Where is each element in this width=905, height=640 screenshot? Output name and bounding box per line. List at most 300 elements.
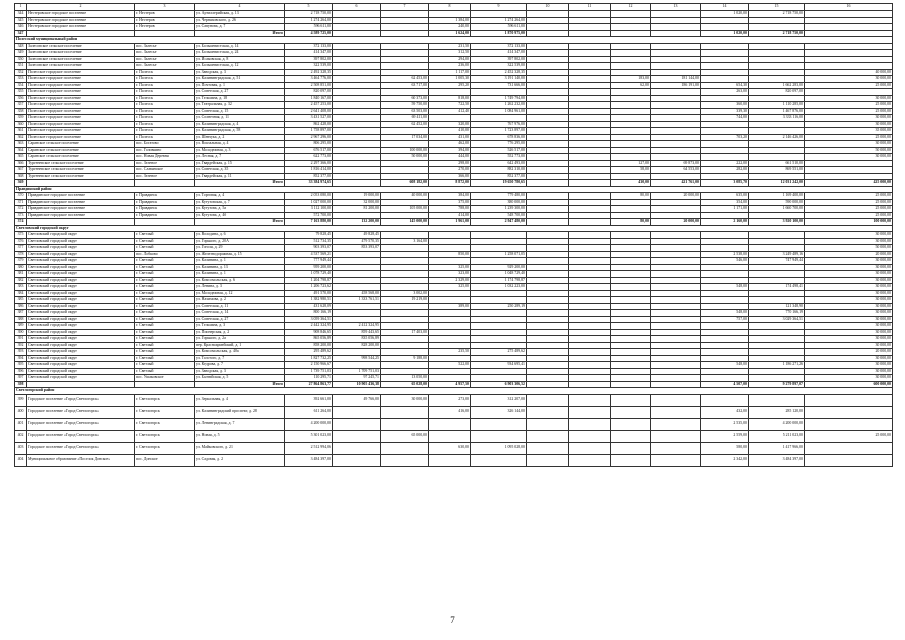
- column-number: 15: [749, 4, 805, 11]
- column-number: 3: [135, 4, 195, 11]
- total-cost-cell: 908 846,65: [285, 329, 333, 336]
- total-cost-cell: 2 457 253,00: [285, 102, 333, 109]
- col-12-cell: 183,00: [611, 76, 651, 83]
- municipality-cell: Городское поселение «Город Светлогорск»: [27, 442, 135, 454]
- col-16-cell: 25 000,00: [805, 82, 893, 89]
- section-title: Правдинский район: [15, 186, 893, 193]
- row-number-cell: 381: [15, 271, 27, 278]
- total-cost-cell: 903 393,07: [285, 245, 333, 252]
- address-cell: ул. Калининградская, д. 58: [195, 128, 285, 135]
- col-14-cell: 580,00: [701, 442, 749, 454]
- address-cell: ул. Толстого, д. 7: [195, 355, 285, 362]
- municipality-cell: Полесское городское поселение: [27, 121, 135, 128]
- total-cost-cell: 431 628,09: [285, 303, 333, 310]
- col-7-cell: 65 000,00: [381, 430, 429, 442]
- settlement-cell: г. Нестеров: [135, 11, 195, 18]
- col-12-cell: [611, 418, 651, 430]
- col-10-cell: [527, 442, 569, 454]
- row-number-cell: 351: [15, 63, 27, 70]
- col-14-cell: 3 085,70: [701, 180, 749, 187]
- col-9-cell: 1 274 264,00: [471, 17, 527, 24]
- address-cell: ул. Комсомольская, д. 40а: [195, 349, 285, 356]
- total-cost-cell: 862 428,00: [285, 121, 333, 128]
- col-7-cell: 62 453,00: [381, 76, 429, 83]
- settlement-cell: пос. Залесье: [135, 50, 195, 57]
- col-9-cell: 1 048 729,40: [471, 271, 527, 278]
- col-16-cell: 30 000,00: [805, 271, 893, 278]
- municipality-cell: Залесовское сельское поселение: [27, 50, 135, 57]
- col-15-cell: 12 031 242,00: [749, 180, 805, 187]
- row-number-cell: 399: [15, 394, 27, 406]
- col-16-cell: 30 000,00: [805, 323, 893, 330]
- col-6-cell: 1 333 761,51: [333, 297, 381, 304]
- col-15-cell: 770 166,19: [749, 310, 805, 317]
- municipality-cell: Светловский городской округ: [27, 336, 135, 343]
- col-9-cell: 642 493,00: [471, 160, 527, 167]
- settlement-cell: г. Полесск: [135, 115, 195, 122]
- total-cost-cell: 110 295,71: [285, 375, 333, 382]
- settlement-cell: пос. Донское: [135, 454, 195, 466]
- total-cost-cell: 858 200,00: [285, 342, 333, 349]
- row-number-cell: 354: [15, 82, 27, 89]
- row-number-cell: 403: [15, 442, 27, 454]
- address-cell: ул. Кутузова, д. 5а: [195, 206, 285, 213]
- col-14-cell: 1 171,00: [701, 206, 749, 213]
- col-13-cell: [651, 442, 701, 454]
- col-8-cell: 4 957,50: [429, 381, 471, 388]
- col-8-cell: 295,20: [429, 82, 471, 89]
- col-8-cell: 320,00: [429, 121, 471, 128]
- address-cell: ул. Нахимова, д. 2: [195, 297, 285, 304]
- col-8-cell: 325,00: [429, 264, 471, 271]
- settlement-cell: г. Светлый: [135, 271, 195, 278]
- municipality-cell: Полесское городское поселение: [27, 89, 135, 96]
- total-cost-cell: 2 053 080,00: [285, 193, 333, 200]
- total-cost-cell: 4 589 725,00: [285, 30, 333, 37]
- col-14-cell: 757,00: [701, 316, 749, 323]
- address-cell: пер. Красноармейский, д. 1: [195, 342, 285, 349]
- col-16-cell: 30 000,00: [805, 238, 893, 245]
- column-number: 4: [195, 4, 285, 11]
- col-8-cell: 630,00: [429, 442, 471, 454]
- col-16-cell: 30 000,00: [805, 368, 893, 375]
- row-number-cell: 392: [15, 342, 27, 349]
- col-8-cell: 1 384,00: [429, 17, 471, 24]
- col-7-cell: 3 164,00: [381, 238, 429, 245]
- col-14-cell: 263,00: [701, 89, 749, 96]
- column-number: 11: [569, 4, 611, 11]
- table-row: [15, 406, 893, 418]
- col-7-cell: 100 000,00: [381, 147, 429, 154]
- address-cell: ул. Советская, д. 27: [195, 89, 285, 96]
- col-10-cell: [527, 454, 569, 466]
- col-15-cell: 121 348,90: [749, 303, 805, 310]
- row-number-cell: 388: [15, 316, 27, 323]
- col-16-cell: 25 000,00: [805, 199, 893, 206]
- col-8-cell: [429, 430, 471, 442]
- row-number-cell: 375: [15, 232, 27, 239]
- settlement-cell: г. Правдинск: [135, 193, 195, 200]
- col-8-cell: 270,00: [429, 167, 471, 174]
- municipality-cell: Полесское городское поселение: [27, 108, 135, 115]
- col-16-cell: 30 000,00: [805, 290, 893, 297]
- settlement-cell: г. Светлый: [135, 284, 195, 291]
- settlement-cell: г. Светлый: [135, 323, 195, 330]
- municipality-cell: Светловский городской округ: [27, 290, 135, 297]
- col-8-cell: 818,00: [429, 95, 471, 102]
- col-9-cell: 552 773,00: [471, 154, 527, 161]
- settlement-cell: пос. Новая Деревня: [135, 154, 195, 161]
- row-number-cell: 374: [15, 219, 27, 226]
- settlement-cell: г. Светлый: [135, 355, 195, 362]
- municipality-cell: Городское поселение «Город Светлогорск»: [27, 418, 135, 430]
- col-8-cell: 1 005,30: [429, 76, 471, 83]
- col-9-cell: 3 191 140,00: [471, 76, 527, 83]
- col-9-cell: 526 517,00: [471, 147, 527, 154]
- col-13-cell: 20 000,00: [651, 193, 701, 200]
- settlement-cell: пос. Залесье: [135, 56, 195, 63]
- total-cost-cell: 1 739 751,03: [285, 368, 333, 375]
- col-11-cell: [569, 442, 611, 454]
- municipality-cell: Светловский городской округ: [27, 323, 135, 330]
- col-9-cell: 322 539,00: [471, 63, 527, 70]
- col-6-cell: 49 766,00: [333, 394, 381, 406]
- col-9-cell: 1 723 897,00: [471, 128, 527, 135]
- total-cost-cell: 491 570,00: [285, 290, 333, 297]
- col-11-cell: [569, 454, 611, 466]
- address-cell: ул. Большевистская, д. 14: [195, 43, 285, 50]
- column-number: 8: [429, 4, 471, 11]
- col-15-cell: 2 146 426,00: [749, 134, 805, 141]
- municipality-cell: Светловский городской округ: [27, 258, 135, 265]
- col-7-cell: 59 750,00: [381, 102, 429, 109]
- col-12-cell: 127,00: [611, 160, 651, 167]
- address-cell: ул. Заводская, д. 3: [195, 69, 285, 76]
- total-cost-cell: 676 517,00: [285, 147, 333, 154]
- settlement-cell: г. Светлый: [135, 232, 195, 239]
- address-cell: ул. Советская, д. 11: [195, 303, 285, 310]
- address-cell: ул. Вокзальная, д. 4: [195, 141, 285, 148]
- total-cost-cell: 2 967 296,00: [285, 134, 333, 141]
- col-9-cell: 882 310,00: [471, 167, 527, 174]
- col-13-cell: [651, 430, 701, 442]
- settlement-cell: г. Светлый: [135, 245, 195, 252]
- col-8-cell: 298,00: [429, 160, 471, 167]
- col-15-cell: [749, 394, 805, 406]
- row-number-cell: 353: [15, 76, 27, 83]
- col-14-cell: 354,00: [701, 199, 749, 206]
- col-9-cell: [471, 430, 527, 442]
- row-number-cell: 345: [15, 17, 27, 24]
- section-title: Полесский муниципальный район: [15, 37, 893, 44]
- address-cell: ул. Калининградская, д. 51: [195, 76, 285, 83]
- col-7-cell: [381, 418, 429, 430]
- col-14-cell: 703,20: [701, 134, 749, 141]
- column-number-row: [15, 4, 893, 11]
- col-9-cell: 678 836,00: [471, 134, 527, 141]
- total-cost-cell: 806 295,00: [285, 141, 333, 148]
- settlement-cell: г. Светлый: [135, 258, 195, 265]
- row-number-cell: 356: [15, 95, 27, 102]
- municipality-cell: Светловский городской округ: [27, 349, 135, 356]
- settlement-cell: г. Светлый: [135, 329, 195, 336]
- row-number-cell: 357: [15, 102, 27, 109]
- col-8-cell: 325,00: [429, 284, 471, 291]
- municipality-cell: Саранское сельское поселение: [27, 147, 135, 154]
- col-8-cell: 389,00: [429, 303, 471, 310]
- col-7-cell: 60 373,00: [381, 95, 429, 102]
- address-cell: ул. Исаковская, д. 8: [195, 56, 285, 63]
- settlement-cell: пос. Залесье: [135, 43, 195, 50]
- col-6-cell: [333, 454, 381, 466]
- column-number: 10: [527, 4, 569, 11]
- col-15-cell: 9 279 897,07: [749, 381, 805, 388]
- municipality-cell: Светловский городской округ: [27, 368, 135, 375]
- col-16-cell: [805, 406, 893, 418]
- col-6-cell: 19 000,00: [333, 193, 381, 200]
- municipality-cell: Светловский городской округ: [27, 316, 135, 323]
- total-cost-cell: 2 150 966,67: [285, 362, 333, 369]
- total-cost-cell: 820 097,00: [285, 89, 333, 96]
- col-13-cell: [651, 394, 701, 406]
- address-cell: ул. Горького, д. 2а: [195, 336, 285, 343]
- col-11-cell: [569, 394, 611, 406]
- address-cell: Итого: [195, 381, 285, 388]
- col-8-cell: 312,50: [429, 50, 471, 57]
- row-number-cell: 391: [15, 336, 27, 343]
- address-cell: ул. Железнодорожная, д. 15: [195, 251, 285, 258]
- col-7-cell: 13 050,00: [381, 375, 429, 382]
- col-7-cell: 19 219,00: [381, 297, 429, 304]
- col-16-cell: 30 000,00: [805, 336, 893, 343]
- col-12-cell: 80,00: [611, 219, 651, 226]
- settlement-cell: г. Нестеров: [135, 24, 195, 31]
- column-number: 1: [15, 4, 27, 11]
- col-15-cell: 4 200 000,00: [749, 418, 805, 430]
- col-16-cell: 25 000,00: [805, 108, 893, 115]
- col-6-cell: 49 828,45: [333, 232, 381, 239]
- col-8-cell: 414,00: [429, 212, 471, 219]
- col-9-cell: 250 289,19: [471, 303, 527, 310]
- municipality-cell: Нестеровское городское поселение: [27, 24, 135, 31]
- table-body: [15, 4, 893, 467]
- col-7-cell: 9 188,00: [381, 355, 429, 362]
- col-14-cell: 548,00: [701, 310, 749, 317]
- col-15-cell: 1 169 400,00: [749, 193, 805, 200]
- col-8-cell: 294,00: [429, 56, 471, 63]
- address-cell: ул. Артиллерийская, д. 13: [195, 11, 285, 18]
- col-8-cell: 788,00: [429, 206, 471, 213]
- col-8-cell: 412,40: [429, 108, 471, 115]
- col-11-cell: [569, 418, 611, 430]
- col-6-cell: 97 245,71: [333, 375, 381, 382]
- col-16-cell: 100 000,00: [805, 219, 893, 226]
- settlement-cell: г. Светлогорск: [135, 406, 195, 418]
- col-9-cell: 6 903 306,52: [471, 381, 527, 388]
- col-9-cell: 731 666,00: [471, 82, 527, 89]
- column-number: 12: [611, 4, 651, 11]
- col-8-cell: 850,00: [429, 251, 471, 258]
- total-cost-cell: 27 864 863,77: [285, 381, 333, 388]
- col-8-cell: 366,00: [429, 173, 471, 180]
- row-number-cell: 385: [15, 297, 27, 304]
- col-16-cell: [805, 442, 893, 454]
- col-9-cell: 1 084 961,00: [471, 108, 527, 115]
- col-12-cell: 58,00: [611, 167, 651, 174]
- col-16-cell: 30 000,00: [805, 297, 893, 304]
- col-9-cell: 1 262 232,00: [471, 102, 527, 109]
- col-6-cell: 828 200,00: [333, 342, 381, 349]
- address-cell: ул. Большевистская, д. 12: [195, 63, 285, 70]
- address-cell: ул. Сапунова, д. 7: [195, 24, 285, 31]
- row-number-cell: 404: [15, 454, 27, 466]
- col-7-cell: [381, 442, 429, 454]
- col-9-cell: 929 200,00: [471, 264, 527, 271]
- col-7-cell: 608 182,00: [381, 180, 429, 187]
- row-number-cell: 347: [15, 30, 27, 37]
- settlement-cell: пос. Славянское: [135, 167, 195, 174]
- settlement-cell: г. Полесск: [135, 82, 195, 89]
- total-cost-cell: 5 301 023,00: [285, 430, 333, 442]
- municipality-cell: Светловский городской округ: [27, 284, 135, 291]
- settlement-cell: пос. Богатово: [135, 141, 195, 148]
- row-number-cell: 350: [15, 56, 27, 63]
- municipality-cell: Светловский городской округ: [27, 232, 135, 239]
- col-16-cell: 30 000,00: [805, 154, 893, 161]
- col-11-cell: [569, 406, 611, 418]
- row-number-cell: 367: [15, 167, 27, 174]
- col-14-cell: 222,00: [701, 160, 749, 167]
- settlement-cell: г. Полесск: [135, 89, 195, 96]
- col-14-cell: 2 535,00: [701, 418, 749, 430]
- col-6-cell: 859 443,65: [333, 329, 381, 336]
- table-row: [15, 418, 893, 430]
- total-cost-cell: 3 484 397,00: [285, 454, 333, 466]
- col-13-cell: 20 000,00: [651, 219, 701, 226]
- col-14-cell: 432,00: [701, 406, 749, 418]
- total-cost-cell: 596 611,00: [285, 24, 333, 31]
- total-cost-cell: 1 382 980,51: [285, 297, 333, 304]
- address-cell: ул. Гоголя, д. 29: [195, 245, 285, 252]
- col-16-cell: 25 000,00: [805, 193, 893, 200]
- col-6-cell: 835 056,89: [333, 336, 381, 343]
- row-number-cell: 344: [15, 11, 27, 18]
- col-9-cell: 275 489,62: [471, 349, 527, 356]
- address-cell: ул. Шевчука, д. 2: [195, 134, 285, 141]
- settlement-cell: г. Нестеров: [135, 17, 195, 24]
- col-7-cell: 3 002,00: [381, 290, 429, 297]
- col-13-cell: [651, 406, 701, 418]
- total-cost-cell: 392 661,00: [285, 394, 333, 406]
- address-cell: ул. Новая, д. 5: [195, 430, 285, 442]
- total-cost-cell: 611 264,00: [285, 406, 333, 418]
- col-13-cell: 186 191,00: [651, 82, 701, 89]
- col-6-cell: 479 570,35: [333, 238, 381, 245]
- col-16-cell: 30 000,00: [805, 95, 893, 102]
- col-6-cell: 458 568,00: [333, 290, 381, 297]
- address-cell: Итого: [195, 219, 285, 226]
- row-number-cell: 386: [15, 303, 27, 310]
- col-9-cell: 779 480,00: [471, 193, 527, 200]
- row-number-cell: 390: [15, 329, 27, 336]
- settlement-cell: г. Светлый: [135, 310, 195, 317]
- col-9-cell: 312 207,00: [471, 394, 527, 406]
- settlement-cell: г. Светлогорск: [135, 394, 195, 406]
- col-7-cell: 69 411,00: [381, 115, 429, 122]
- address-cell: ул. Кедрова, д. 7: [195, 362, 285, 369]
- col-15-cell: 5 211 023,00: [749, 430, 805, 442]
- col-8-cell: 323,00: [429, 271, 471, 278]
- col-14-cell: 546,00: [701, 258, 749, 265]
- table-row: [15, 430, 893, 442]
- municipality-cell: Залесовское сельское поселение: [27, 56, 135, 63]
- col-12-cell: [611, 394, 651, 406]
- col-15-cell: 1 467 876,00: [749, 108, 805, 115]
- municipality-cell: Светловский городской округ: [27, 329, 135, 336]
- row-number-cell: 359: [15, 115, 27, 122]
- address-cell: ул. Ленинградская, д. 7: [195, 418, 285, 430]
- settlement-cell: г. Полесск: [135, 121, 195, 128]
- address-cell: ул. Гвардейская, д. 11: [195, 173, 285, 180]
- col-9-cell: 397 802,00: [471, 56, 527, 63]
- address-cell: ул. Торговая, д. 4: [195, 193, 285, 200]
- settlement-cell: г. Светлогорск: [135, 430, 195, 442]
- settlement-cell: пос. Лобково: [135, 251, 195, 258]
- col-9-cell: [471, 418, 527, 430]
- total-cost-cell: 322 539,00: [285, 63, 333, 70]
- col-12-cell: 80,00: [611, 193, 651, 200]
- col-14-cell: 282,00: [701, 167, 749, 174]
- row-number-cell: 384: [15, 290, 27, 297]
- col-9-cell: 414 347,00: [471, 50, 527, 57]
- col-16-cell: 30 000,00: [805, 329, 893, 336]
- row-number-cell: 382: [15, 277, 27, 284]
- municipality-cell: Светловский городской округ: [27, 277, 135, 284]
- row-number-cell: 352: [15, 69, 27, 76]
- col-15-cell: 285 120,00: [749, 406, 805, 418]
- row-number-cell: 376: [15, 238, 27, 245]
- total-cost-cell: 1 840 167,00: [285, 95, 333, 102]
- total-cost-cell: 1 827 732,25: [285, 355, 333, 362]
- col-15-cell: 869 551,00: [749, 167, 805, 174]
- municipality-cell: Полесское городское поселение: [27, 82, 135, 89]
- municipality-cell: Залесовское сельское поселение: [27, 43, 135, 50]
- municipality-cell: Тургеневское сельское поселение: [27, 173, 135, 180]
- settlement-cell: г. Светлый: [135, 316, 195, 323]
- col-16-cell: 30 000,00: [805, 303, 893, 310]
- col-8-cell: 235,50: [429, 349, 471, 356]
- col-13-cell: [651, 454, 701, 466]
- settlement-cell: г. Светлый: [135, 349, 195, 356]
- col-14-cell: 635,00: [701, 193, 749, 200]
- row-number-cell: 397: [15, 375, 27, 382]
- municipality-cell: Муниципальное образование «Поселок Донское»: [27, 454, 135, 466]
- col-13-cell: 421 761,00: [651, 180, 701, 187]
- col-16-cell: 25 000,00: [805, 102, 893, 109]
- column-number: 9: [471, 4, 527, 11]
- settlement-cell: г. Светлый: [135, 342, 195, 349]
- address-cell: ул. Лесная, д. 7: [195, 154, 285, 161]
- col-16-cell: 50 000,00: [805, 245, 893, 252]
- col-16-cell: 30 000,00: [805, 284, 893, 291]
- col-8-cell: 384,00: [429, 193, 471, 200]
- col-16-cell: [805, 394, 893, 406]
- municipality-cell: Правдинское городское поселение: [27, 199, 135, 206]
- col-14-cell: 548,00: [701, 284, 749, 291]
- address-cell: ул. Большевистская, д. 24: [195, 50, 285, 57]
- municipality-cell: Светловский городской округ: [27, 297, 135, 304]
- col-9-cell: 1 239 300,00: [471, 206, 527, 213]
